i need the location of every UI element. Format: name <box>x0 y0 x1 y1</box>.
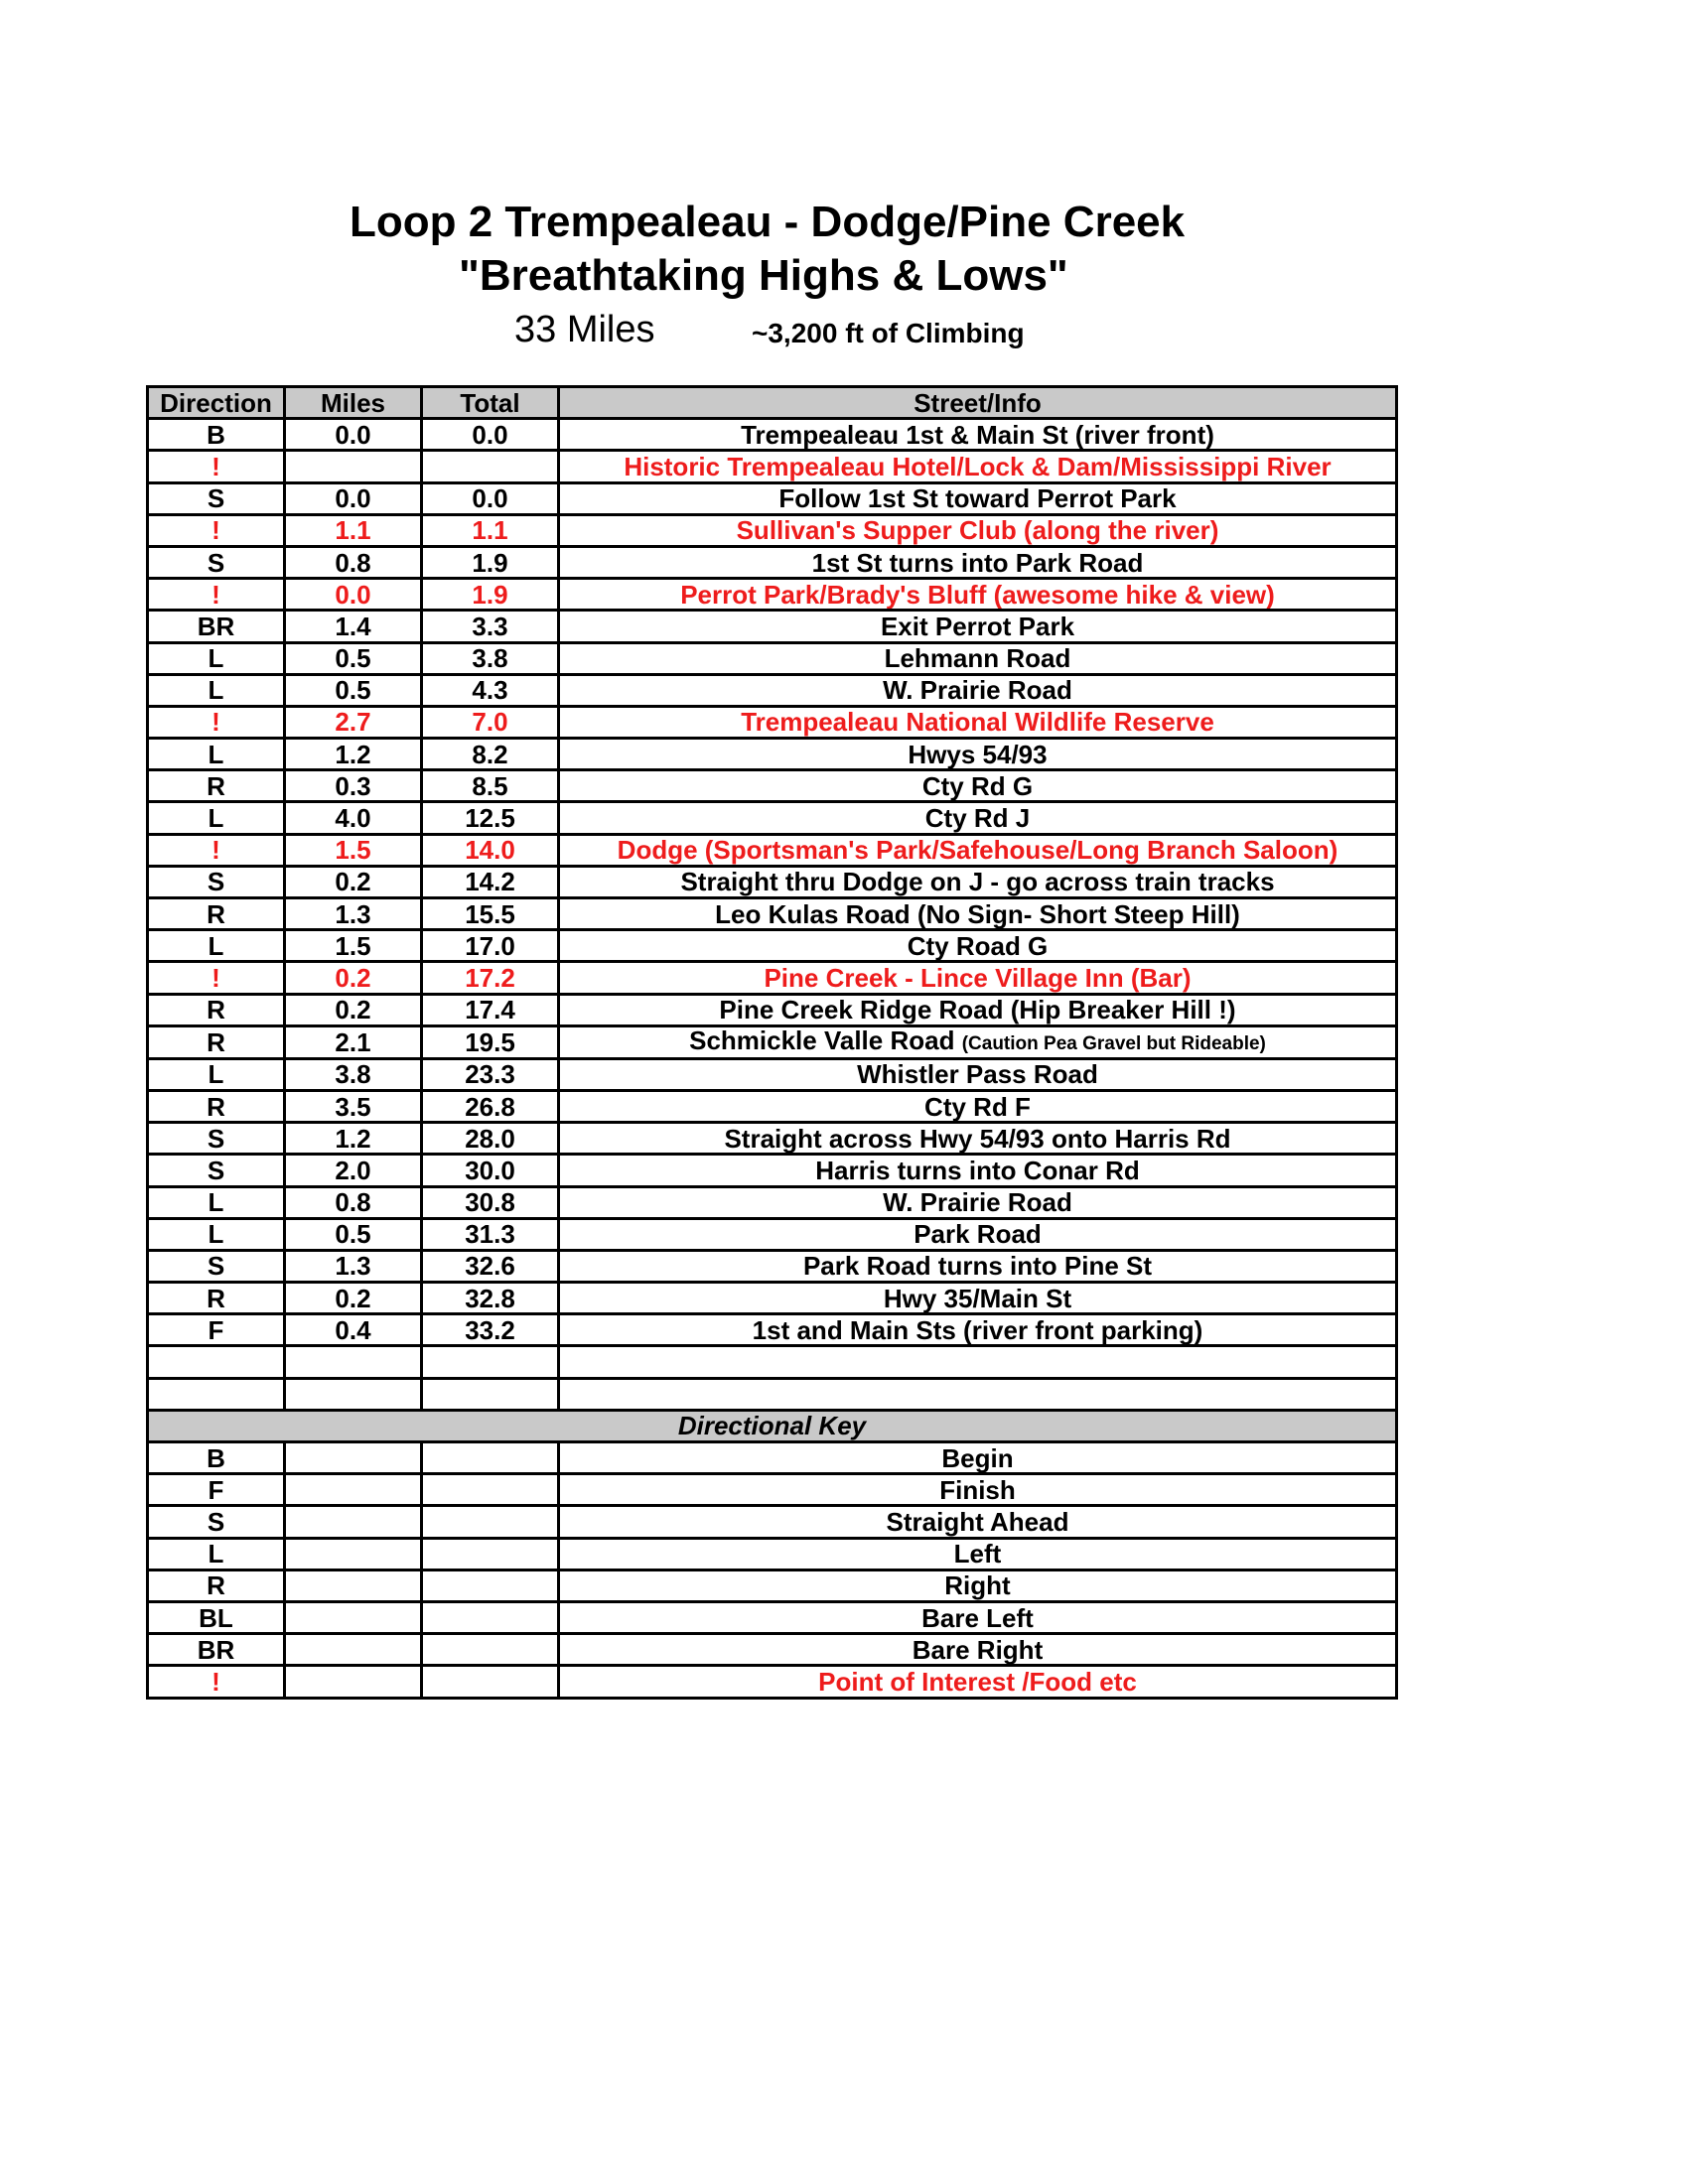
direction-cell: L <box>148 1058 285 1090</box>
table-row <box>148 1314 1397 1346</box>
total-cell <box>422 1346 559 1378</box>
miles-cell: 3.5 <box>285 1090 422 1122</box>
key-code: ! <box>148 1666 285 1698</box>
total-cell: 32.8 <box>422 1283 559 1314</box>
key-blank-total <box>422 1442 559 1474</box>
total-cell <box>422 1378 559 1410</box>
key-blank-total <box>422 1538 559 1570</box>
street-info-cell: Hwy 35/Main St <box>559 1283 1397 1314</box>
total-cell <box>422 451 559 482</box>
total-cell: 0.0 <box>422 419 559 451</box>
miles-cell: 1.2 <box>285 739 422 770</box>
table-row <box>148 514 1397 546</box>
total-cell: 17.0 <box>422 930 559 962</box>
direction-cell: B <box>148 419 285 451</box>
direction-cell: S <box>148 1123 285 1155</box>
header-direction: Direction <box>148 387 285 419</box>
total-cell: 33.2 <box>422 1314 559 1346</box>
miles-cell: 2.7 <box>285 706 422 738</box>
street-info-cell <box>559 1378 1397 1410</box>
miles-cell: 0.0 <box>285 419 422 451</box>
key-row <box>148 1570 1397 1601</box>
key-meaning: Bare Left <box>559 1601 1397 1633</box>
street-info-cell: Cty Rd J <box>559 802 1397 834</box>
total-cell: 23.3 <box>422 1058 559 1090</box>
miles-cell: 3.8 <box>285 1058 422 1090</box>
key-blank-total <box>422 1506 559 1538</box>
direction-cell: L <box>148 1218 285 1250</box>
direction-cell <box>148 1378 285 1410</box>
street-info-cell: Harris turns into Conar Rd <box>559 1155 1397 1186</box>
direction-cell: S <box>148 482 285 514</box>
direction-cell: L <box>148 1186 285 1218</box>
header-street-info: Street/Info <box>559 387 1397 419</box>
total-cell: 19.5 <box>422 1025 559 1058</box>
table-row <box>148 674 1397 706</box>
table-row <box>148 1283 1397 1314</box>
total-cell: 31.3 <box>422 1218 559 1250</box>
key-code: B <box>148 1442 285 1474</box>
street-info-cell: 1st and Main Sts (river front parking) <box>559 1314 1397 1346</box>
key-meaning: Left <box>559 1538 1397 1570</box>
street-info-cell: Historic Trempealeau Hotel/Lock & Dam/Mississippi River <box>559 451 1397 482</box>
direction-cell: L <box>148 930 285 962</box>
total-cell: 32.6 <box>422 1250 559 1282</box>
key-blank-total <box>422 1634 559 1666</box>
header-miles: Miles <box>285 387 422 419</box>
total-cell: 1.1 <box>422 514 559 546</box>
street-info-cell: Straight thru Dodge on J - go across train tracks <box>559 866 1397 897</box>
direction-cell: F <box>148 1314 285 1346</box>
table-row <box>148 482 1397 514</box>
miles-cell: 0.5 <box>285 1218 422 1250</box>
street-info-cell: W. Prairie Road <box>559 1186 1397 1218</box>
key-blank-total <box>422 1474 559 1506</box>
total-cell: 30.8 <box>422 1186 559 1218</box>
table-row <box>148 611 1397 642</box>
table-row <box>148 1123 1397 1155</box>
miles-cell <box>285 1378 422 1410</box>
page-title: Loop 2 Trempealeau - Dodge/Pine Creek <box>350 198 1186 246</box>
cue-rows <box>148 419 1397 1411</box>
key-blank-total <box>422 1601 559 1633</box>
key-blank-miles <box>285 1506 422 1538</box>
table-row <box>148 579 1397 611</box>
miles-cell <box>285 451 422 482</box>
route-climbing: ~3,200 ft of Climbing <box>752 318 1025 348</box>
route-distance: 33 Miles <box>514 309 655 350</box>
street-info-cell: Whistler Pass Road <box>559 1058 1397 1090</box>
street-info-cell: Sullivan's Supper Club (along the river) <box>559 514 1397 546</box>
miles-cell: 0.0 <box>285 579 422 611</box>
miles-cell: 0.2 <box>285 962 422 994</box>
key-blank-miles <box>285 1634 422 1666</box>
key-meaning: Right <box>559 1570 1397 1601</box>
miles-cell: 0.4 <box>285 1314 422 1346</box>
table-row <box>148 419 1397 451</box>
direction-cell: L <box>148 674 285 706</box>
total-cell: 28.0 <box>422 1123 559 1155</box>
direction-cell: ! <box>148 706 285 738</box>
miles-cell <box>285 1346 422 1378</box>
key-blank-miles <box>285 1474 422 1506</box>
key-blank-miles <box>285 1538 422 1570</box>
direction-cell: R <box>148 770 285 802</box>
page-subtitle: "Breathtaking Highs & Lows" <box>459 251 1068 300</box>
key-code: L <box>148 1538 285 1570</box>
key-code: BL <box>148 1601 285 1633</box>
table-row <box>148 802 1397 834</box>
direction-cell: ! <box>148 514 285 546</box>
miles-cell: 0.5 <box>285 674 422 706</box>
street-info-cell: Lehmann Road <box>559 642 1397 674</box>
key-blank-miles <box>285 1570 422 1601</box>
key-row <box>148 1666 1397 1698</box>
direction-cell: ! <box>148 962 285 994</box>
miles-cell: 2.0 <box>285 1155 422 1186</box>
street-info-cell: Park Road <box>559 1218 1397 1250</box>
direction-cell: L <box>148 802 285 834</box>
direction-cell: BR <box>148 611 285 642</box>
miles-cell: 2.1 <box>285 1025 422 1058</box>
key-row <box>148 1538 1397 1570</box>
table-row <box>148 898 1397 930</box>
miles-cell: 0.0 <box>285 482 422 514</box>
table-row <box>148 770 1397 802</box>
table-row <box>148 930 1397 962</box>
total-cell: 8.5 <box>422 770 559 802</box>
table-row <box>148 1186 1397 1218</box>
table-row <box>148 739 1397 770</box>
direction-cell: R <box>148 1025 285 1058</box>
table-row <box>148 834 1397 866</box>
table-row <box>148 994 1397 1025</box>
miles-cell: 0.3 <box>285 770 422 802</box>
direction-cell: ! <box>148 451 285 482</box>
total-cell: 12.5 <box>422 802 559 834</box>
street-info-cell: Pine Creek - Lince Village Inn (Bar) <box>559 962 1397 994</box>
key-row <box>148 1506 1397 1538</box>
key-blank-miles <box>285 1601 422 1633</box>
table-row <box>148 962 1397 994</box>
key-blank-total <box>422 1570 559 1601</box>
key-row <box>148 1474 1397 1506</box>
key-code: BR <box>148 1634 285 1666</box>
miles-cell: 1.3 <box>285 1250 422 1282</box>
miles-cell: 4.0 <box>285 802 422 834</box>
total-cell: 15.5 <box>422 898 559 930</box>
total-cell: 3.3 <box>422 611 559 642</box>
key-meaning: Bare Right <box>559 1634 1397 1666</box>
direction-cell: L <box>148 642 285 674</box>
miles-cell: 0.5 <box>285 642 422 674</box>
direction-cell <box>148 1346 285 1378</box>
miles-cell: 0.2 <box>285 866 422 897</box>
direction-cell: S <box>148 1250 285 1282</box>
direction-cell: ! <box>148 834 285 866</box>
miles-cell: 0.8 <box>285 1186 422 1218</box>
key-row <box>148 1634 1397 1666</box>
miles-cell: 1.5 <box>285 834 422 866</box>
total-cell: 7.0 <box>422 706 559 738</box>
header-total: Total <box>422 387 559 419</box>
cue-sheet-table <box>146 385 1398 1700</box>
total-cell: 1.9 <box>422 546 559 578</box>
key-code: S <box>148 1506 285 1538</box>
key-meaning: Finish <box>559 1474 1397 1506</box>
miles-cell: 1.3 <box>285 898 422 930</box>
table-row <box>148 1346 1397 1378</box>
key-header-row <box>148 1410 1397 1441</box>
total-cell: 26.8 <box>422 1090 559 1122</box>
street-info-cell: Leo Kulas Road (No Sign- Short Steep Hill) <box>559 898 1397 930</box>
table-row <box>148 1025 1397 1058</box>
direction-cell: L <box>148 739 285 770</box>
miles-cell: 1.1 <box>285 514 422 546</box>
key-meaning: Point of Interest /Food etc <box>559 1666 1397 1698</box>
miles-cell: 0.8 <box>285 546 422 578</box>
street-info-cell: Park Road turns into Pine St <box>559 1250 1397 1282</box>
key-meaning: Straight Ahead <box>559 1506 1397 1538</box>
street-info-cell: Perrot Park/Brady's Bluff (awesome hike & view) <box>559 579 1397 611</box>
miles-cell: 1.2 <box>285 1123 422 1155</box>
street-info-cell: W. Prairie Road <box>559 674 1397 706</box>
table-row <box>148 451 1397 482</box>
table-row <box>148 1058 1397 1090</box>
street-info-cell: Cty Road G <box>559 930 1397 962</box>
total-cell: 1.9 <box>422 579 559 611</box>
direction-cell: R <box>148 1283 285 1314</box>
table-row <box>148 1378 1397 1410</box>
table-row <box>148 546 1397 578</box>
street-info-cell: Cty Rd G <box>559 770 1397 802</box>
direction-cell: R <box>148 994 285 1025</box>
key-code: F <box>148 1474 285 1506</box>
street-info-cell <box>559 1346 1397 1378</box>
table-row <box>148 1090 1397 1122</box>
direction-cell: S <box>148 866 285 897</box>
street-info-cell: Dodge (Sportsman's Park/Safehouse/Long Branch Saloon) <box>559 834 1397 866</box>
total-cell: 17.4 <box>422 994 559 1025</box>
table-row <box>148 1250 1397 1282</box>
street-info-text: Schmickle Valle Road <box>689 1025 955 1055</box>
total-cell: 14.2 <box>422 866 559 897</box>
table-row <box>148 866 1397 897</box>
street-info-cell: Trempealeau 1st & Main St (river front) <box>559 419 1397 451</box>
total-cell: 14.0 <box>422 834 559 866</box>
street-info-cell: Follow 1st St toward Perrot Park <box>559 482 1397 514</box>
street-info-cell: Trempealeau National Wildlife Reserve <box>559 706 1397 738</box>
table-row <box>148 1155 1397 1186</box>
key-row <box>148 1601 1397 1633</box>
street-info-cell: Pine Creek Ridge Road (Hip Breaker Hill !) <box>559 994 1397 1025</box>
directional-key <box>148 1410 1397 1698</box>
table-row <box>148 1218 1397 1250</box>
street-info-note: (Caution Pea Gravel but Rideable) <box>961 1032 1266 1054</box>
total-cell: 4.3 <box>422 674 559 706</box>
street-info-cell <box>559 1025 1397 1058</box>
direction-cell: R <box>148 1090 285 1122</box>
key-blank-miles <box>285 1666 422 1698</box>
direction-cell: ! <box>148 579 285 611</box>
street-info-cell: Straight across Hwy 54/93 onto Harris Rd <box>559 1123 1397 1155</box>
direction-cell: R <box>148 898 285 930</box>
street-info-cell: Exit Perrot Park <box>559 611 1397 642</box>
miles-cell: 0.2 <box>285 994 422 1025</box>
miles-cell: 1.4 <box>285 611 422 642</box>
total-cell: 3.8 <box>422 642 559 674</box>
table-row <box>148 642 1397 674</box>
street-info-cell: Hwys 54/93 <box>559 739 1397 770</box>
street-info-cell: 1st St turns into Park Road <box>559 546 1397 578</box>
key-code: R <box>148 1570 285 1601</box>
key-row <box>148 1442 1397 1474</box>
miles-cell: 0.2 <box>285 1283 422 1314</box>
direction-cell: S <box>148 546 285 578</box>
table-header-row <box>148 387 1397 419</box>
miles-cell: 1.5 <box>285 930 422 962</box>
key-blank-total <box>422 1666 559 1698</box>
direction-cell: S <box>148 1155 285 1186</box>
total-cell: 30.0 <box>422 1155 559 1186</box>
key-title: Directional Key <box>148 1410 1397 1441</box>
table-row <box>148 706 1397 738</box>
street-info-cell: Cty Rd F <box>559 1090 1397 1122</box>
key-meaning: Begin <box>559 1442 1397 1474</box>
total-cell: 8.2 <box>422 739 559 770</box>
total-cell: 0.0 <box>422 482 559 514</box>
total-cell: 17.2 <box>422 962 559 994</box>
key-blank-miles <box>285 1442 422 1474</box>
